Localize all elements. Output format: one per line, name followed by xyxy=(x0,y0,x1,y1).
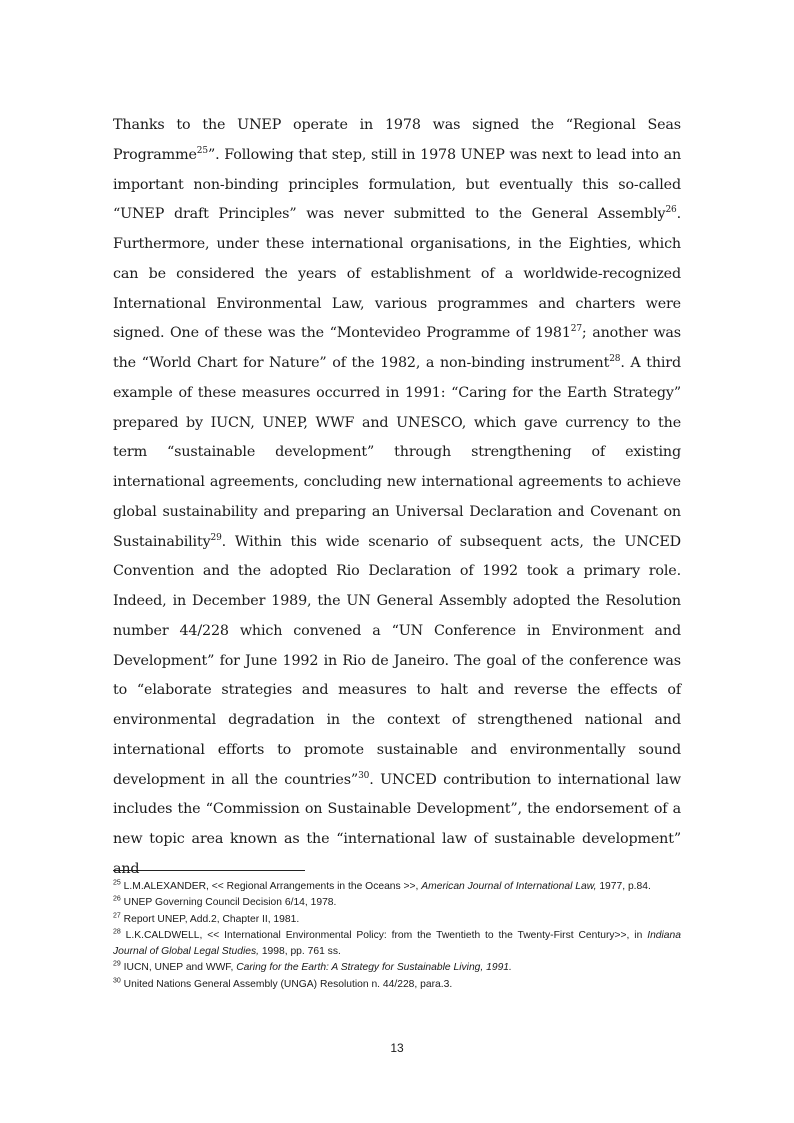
footnote-number: 26 xyxy=(113,895,121,903)
footnote-text: 1998, pp. 761 ss. xyxy=(258,946,341,958)
footnote-text: L.M.ALEXANDER, << Regional Arrangements in the Oceans >>, xyxy=(120,881,422,892)
body-text-segment: . A third example of these measures occurred in 1991: “Caring for the Earth Strategy” prepared by IUCN, UNEP, WWF and UNESCO, which gave currency to the term “sustainable development” through strengthening of existing international agreements, concluding new international agreements to achieve global sustainability and preparing an Universal Declaration and Covenant on Sustainability xyxy=(113,355,681,550)
footnote-separator xyxy=(113,870,305,871)
footnote-text: 1977, p.84. xyxy=(596,881,651,892)
body-text-segment: Thanks to the UNEP operate in 1978 was signed the “Regional Seas Programme xyxy=(113,117,681,163)
page-number: 13 xyxy=(390,1041,404,1055)
footnote-number: 29 xyxy=(113,961,121,969)
body-text-segment: . Within this wide scenario of subsequent acts, the UNCED Convention and the adopted Rio Declaration of 1992 took a primary role. Indeed, in December 1989, the UN General Assembly adopted the Resolution number 44/228 which convened a “UN Conference in Environment and Development” for June 1992 in Rio de Janeiro. The goal of the conference was to “elaborate strategies and measures to halt and reverse the effects of environmental degradation in the context of strengthened national and international efforts to promote sustainable and environmentally sound development in all the countries” xyxy=(113,533,681,788)
footnote-ref-27[interactable]: 27 xyxy=(570,324,582,335)
footnote-journal: Indiana Journal of Global Legal Studies, xyxy=(113,929,681,958)
footnote-number: 25 xyxy=(113,879,121,887)
footnote-text: L.K.CALDWELL, << International Environmental Policy: from the Twentieth to the Twenty-First Century>>, in xyxy=(120,929,648,941)
body-text-segment: ”. Following that step, still in 1978 UNEP was next to lead into an important non-binding principles formulation, but eventually this so-called “UNEP draft Principles” was never submitted to the General Assembly xyxy=(113,146,681,223)
footnote-ref-28[interactable]: 28 xyxy=(609,354,621,365)
footnote-26 xyxy=(113,895,681,911)
footnote-28 xyxy=(113,928,681,961)
body-text-segment: . Furthermore, under these international organisations, in the Eighties, which can be considered the years of establishment of a worldwide-recognized International Environmental Law, various programmes and charters were signed. One of these was the “Montevideo Programme of 1981 xyxy=(113,206,681,342)
footnote-number: 27 xyxy=(113,912,121,920)
footnote-ref-29[interactable]: 29 xyxy=(210,532,222,543)
footnote-text: IUCN, UNEP and WWF, xyxy=(120,962,237,974)
body-paragraph xyxy=(113,111,681,885)
footnote-ref-30[interactable]: 30 xyxy=(358,770,370,781)
footnote-journal: American Journal of International Law, xyxy=(421,881,597,892)
footnote-number: 30 xyxy=(113,977,121,985)
footnote-number: 28 xyxy=(113,928,121,936)
footnote-ref-26[interactable]: 26 xyxy=(665,205,677,216)
footnote-text: UNEP Governing Council Decision 6/14, 1978. xyxy=(120,897,337,909)
footnote-text: United Nations General Assembly (UNGA) Resolution n. 44/228, para.3. xyxy=(120,978,453,990)
footnote-25 xyxy=(113,879,681,895)
body-text-segment: ; another was the “World Chart for Nature” of the 1982, a non-binding instrument xyxy=(113,325,681,371)
footnote-text: Report UNEP, Add.2, Chapter II, 1981. xyxy=(120,913,300,925)
footnote-book-title: Caring for the Earth: A Strategy for Sustainable Living, 1991. xyxy=(236,962,512,974)
footnotes-section xyxy=(113,879,681,993)
body-text-segment: . UNCED contribution to international law includes the “Commission on Sustainable Development”, the endorsement of a new topic area known as the “international law of sustainable development” and xyxy=(113,771,681,877)
footnote-30 xyxy=(113,977,681,993)
footnote-27 xyxy=(113,912,681,928)
footnote-ref-25[interactable]: 25 xyxy=(196,145,208,156)
footnote-29 xyxy=(113,960,681,976)
